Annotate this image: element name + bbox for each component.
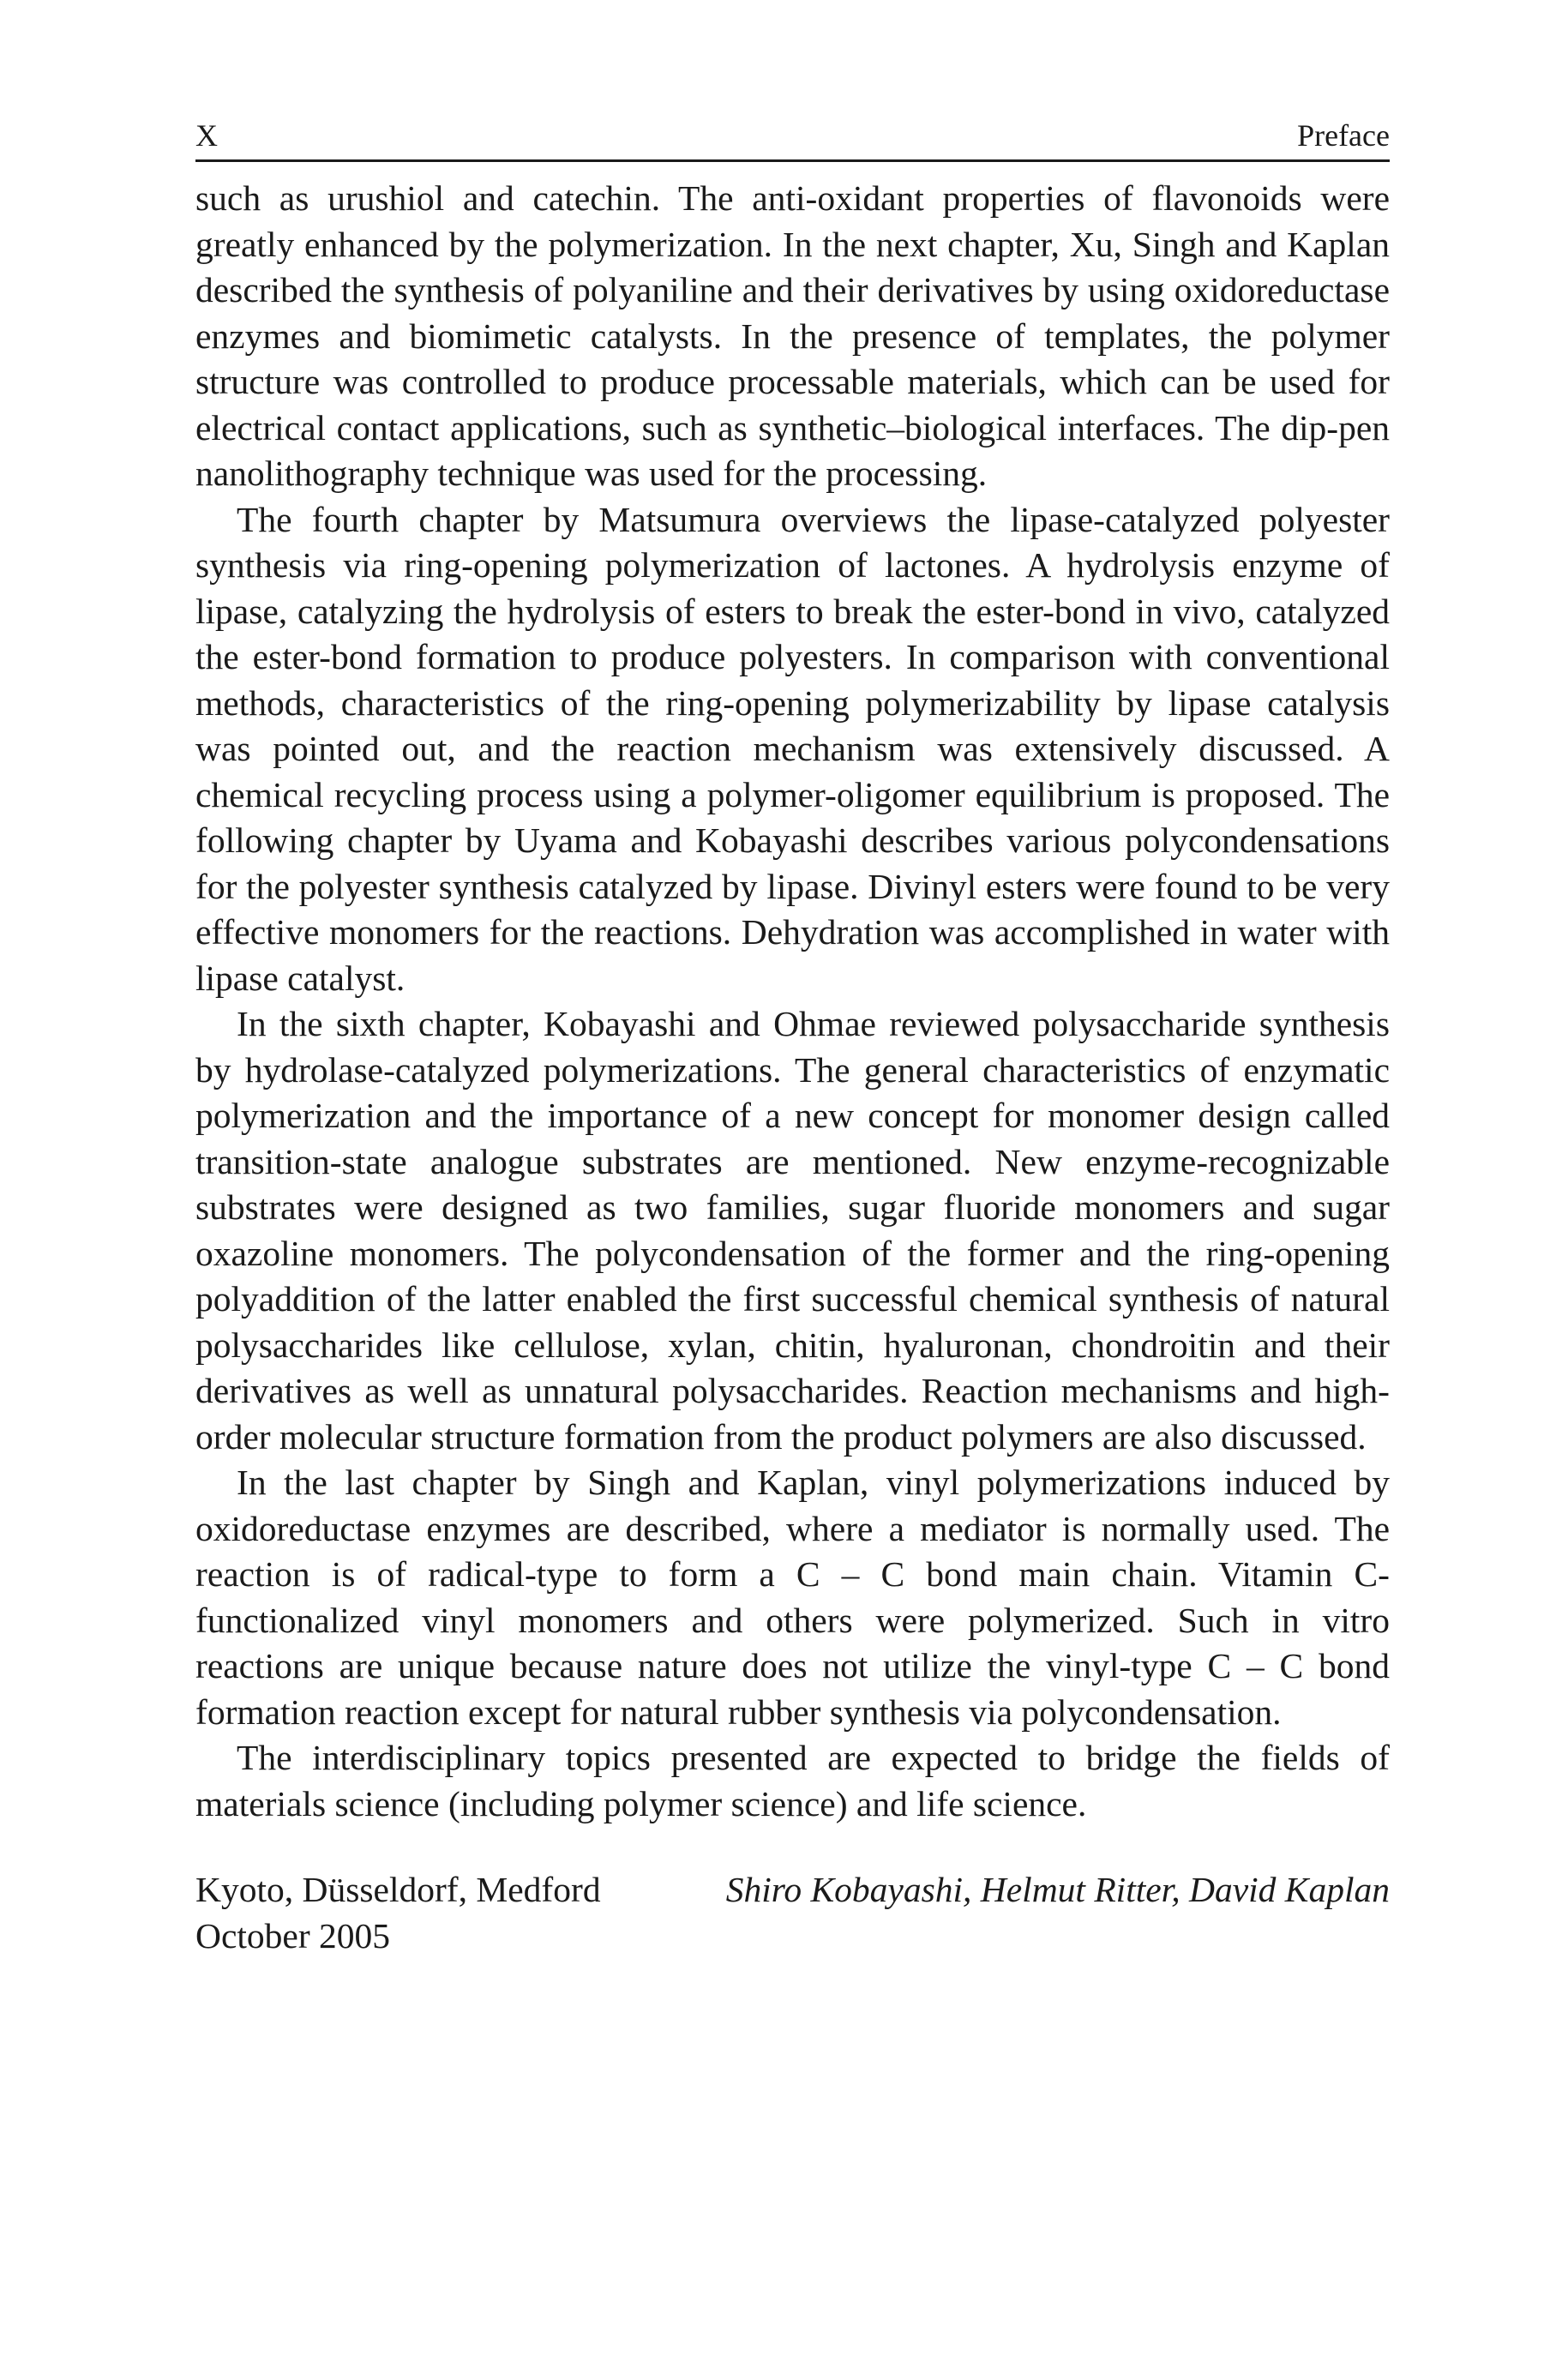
- preface-body: [195, 176, 1390, 1827]
- paragraph-last-chapter: In the last chapter by Singh and Kaplan, vinyl polymerizations induced by oxidoreductase enzymes are described, where a mediator is normally used. The reaction is of radical-type to form a C – C bond main chain. Vitamin C-functionalized vinyl monomers and others were polymerized. Such in vitro reactions are unique because nature does not utilize the vinyl-type C – C bond formation reaction except for natural rubber synthesis via polycondensation.: [195, 1463, 1390, 1732]
- signature-date: October 2005: [195, 1916, 391, 1955]
- running-head: [195, 111, 1390, 162]
- signature-block: [195, 1866, 1390, 1959]
- signature-authors: Shiro Kobayashi, Helmut Ritter, David Kaplan: [725, 1870, 1390, 1909]
- signature-place: Kyoto, Düsseldorf, Medford: [195, 1870, 601, 1909]
- paragraph-fourth-chapter: The fourth chapter by Matsumura overviews the lipase-catalyzed polyester synthesis via ring-opening polymerization of lactones. A hydrolysis enzyme of lipase, catalyzing the hydrolysis of esters to break the ester-bond in vivo, catalyzed the ester-bond formation to produce polyesters. In comparison with conventional methods, characteristics of the ring-opening polymerizability by lipase catalysis was pointed out, and the reaction mechanism was extensively discussed. A chemical recycling process using a polymer-oligomer equilibrium is proposed. The following chapter by Uyama and Kobayashi describes various polycondensations for the polyester synthesis catalyzed by lipase. Divinyl esters were found to be very effective monomers for the reactions. Dehydration was accomplished in water with lipase catalyst.: [195, 499, 1390, 998]
- paragraph-sixth-chapter: In the sixth chapter, Kobayashi and Ohmae reviewed polysaccharide synthesis by hydrolase-catalyzed polymerizations. The general characteristics of enzymatic polymerization and the importance of a new concept for monomer design called transition-state analogue substrates are mentioned. New enzyme-recognizable substrates were designed as two families, sugar fluoride monomers and sugar oxazoline monomers. The polycondensation of the former and the ring-opening polyaddition of the latter enabled the first successful chemical synthesis of natural polysaccharides like cellulose, xylan, chitin, hyaluronan, chondroitin and their derivatives as well as unnatural polysaccharides. Reaction mechanisms and high-order molecular structure formation from the product polymers are also discussed.: [195, 1004, 1390, 1457]
- section-title: Preface: [1297, 118, 1390, 153]
- page-number: X: [195, 118, 218, 153]
- book-page: [195, 111, 1390, 1959]
- paragraph-continuation: such as urushiol and catechin. The anti-oxidant properties of flavonoids were greatly enhanced by the polymerization. In the next chapter, Xu, Singh and Kaplan described the synthesis of polyaniline and their derivatives by using oxidoreductase enzymes and biomimetic catalysts. In the presence of templates, the polymer structure was controlled to produce processable materials, which can be used for electrical contact applications, such as synthetic–biological interfaces. The dip-pen nanolithography technique was used for the processing.: [195, 178, 1390, 493]
- paragraph-closing: The interdisciplinary topics presented are expected to bridge the fields of materials science (including polymer science) and life science.: [195, 1738, 1390, 1823]
